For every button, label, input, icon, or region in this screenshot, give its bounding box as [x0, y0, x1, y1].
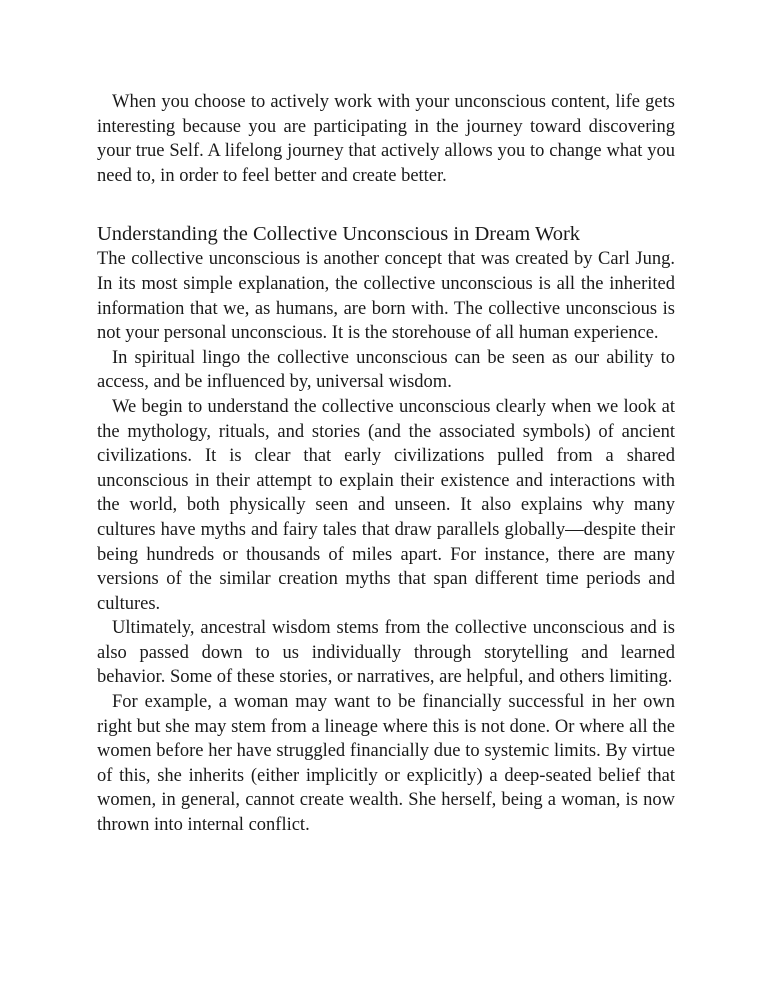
section-heading: Understanding the Collective Unconscious in Dream Work: [97, 223, 581, 246]
section-paragraph-5: For example, a woman may want to be financially successful in her own right but she may stem from a lineage where this is not done. Or where all the women before her have struggled financially due to systemic limits. By virtue of this, she inherits (either implicitly or explicitly) a deep-seated belief that women, in general, cannot create wealth. She herself, being a woman, is now thrown into internal conflict.: [97, 692, 675, 836]
page-body: [97, 90, 675, 838]
intro-paragraph: When you choose to actively work with your unconscious content, life gets interesting because you are participating in the journey toward discovering your true Self. A lifelong journey that actively allows you to change what you need to, in order to feel better and create better.: [97, 92, 675, 186]
section-paragraph-2: In spiritual lingo the collective unconscious can be seen as our ability to access, and be influenced by, universal wisdom.: [97, 347, 675, 393]
section-paragraph-4: Ultimately, ancestral wisdom stems from the collective unconscious and is also passed down to us individually through storytelling and learned behavior. Some of these stories, or narratives, are helpful, and others limiting.: [97, 618, 675, 688]
section-paragraph-1: The collective unconscious is another concept that was created by Carl Jung. In its most simple explanation, the collective unconscious is all the inherited information that we, as humans, are born with. The collective unconscious is not your personal unconscious. It is the storehouse of all human experience.: [97, 249, 675, 344]
section-paragraph-3: We begin to understand the collective unconscious clearly when we look at the mythology, rituals, and stories (and the associated symbols) of ancient civilizations. It is clear that early civilizations pulled from a shared unconscious in their attempt to explain their existence and interactions with the world, both physically seen and unseen. It also explains why many cultures have myths and fairy tales that draw parallels globally—despite their being hundreds or thousands of miles apart. For instance, there are many versions of the similar creation myths that span different time periods and cultures.: [97, 396, 675, 614]
